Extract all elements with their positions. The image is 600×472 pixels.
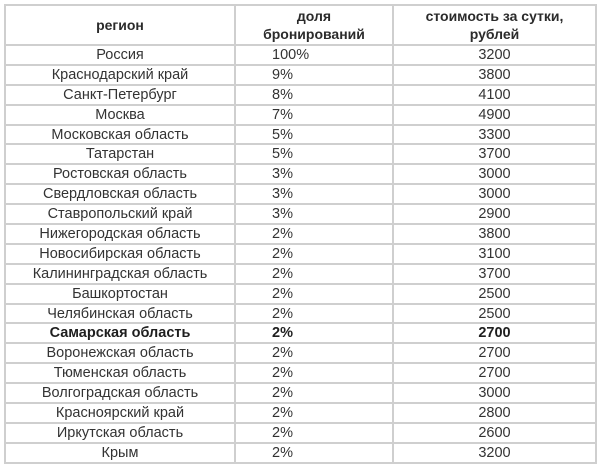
cost-cell: 3800 xyxy=(393,65,596,85)
cost-cell: 3100 xyxy=(393,244,596,264)
cost-cell: 2800 xyxy=(393,403,596,423)
region-cell: Крым xyxy=(5,443,235,463)
cost-cell: 3700 xyxy=(393,264,596,284)
share-cell: 100% xyxy=(235,45,393,65)
table-row xyxy=(5,363,596,383)
region-cell: Калининградская область xyxy=(5,264,235,284)
share-cell: 5% xyxy=(235,125,393,145)
cost-cell: 2600 xyxy=(393,423,596,443)
region-cell: Санкт-Петербург xyxy=(5,85,235,105)
header-region-label: регион xyxy=(96,17,144,33)
region-cell: Челябинская область xyxy=(5,304,235,324)
region-cell: Москва xyxy=(5,105,235,125)
table-row xyxy=(5,244,596,264)
cost-cell: 3200 xyxy=(393,45,596,65)
region-cell: Тюменская область xyxy=(5,363,235,383)
region-cell: Краснодарский край xyxy=(5,65,235,85)
share-cell: 5% xyxy=(235,144,393,164)
region-cell: Воронежская область xyxy=(5,343,235,363)
table-header-row xyxy=(5,5,596,45)
table-row xyxy=(5,443,596,463)
header-cost xyxy=(393,5,596,45)
share-cell: 9% xyxy=(235,65,393,85)
table-row xyxy=(5,383,596,403)
share-cell: 2% xyxy=(235,244,393,264)
cost-cell: 3000 xyxy=(393,383,596,403)
header-share-line2: бронирований xyxy=(263,26,365,42)
header-region xyxy=(5,5,235,45)
region-cell: Самарская область xyxy=(5,323,235,343)
region-cell: Татарстан xyxy=(5,144,235,164)
region-cell: Башкортостан xyxy=(5,284,235,304)
table-row xyxy=(5,304,596,324)
region-cell: Нижегородская область xyxy=(5,224,235,244)
cost-cell: 3300 xyxy=(393,125,596,145)
share-cell: 2% xyxy=(235,284,393,304)
region-cell: Красноярский край xyxy=(5,403,235,423)
header-cost-line2: рублей xyxy=(469,26,520,42)
cost-cell: 2700 xyxy=(393,343,596,363)
table-body xyxy=(5,45,596,463)
table-row xyxy=(5,343,596,363)
table-row xyxy=(5,144,596,164)
region-cell: Россия xyxy=(5,45,235,65)
table-row xyxy=(5,423,596,443)
booking-stats-table xyxy=(4,4,597,464)
header-share xyxy=(235,5,393,45)
share-cell: 3% xyxy=(235,164,393,184)
table-row xyxy=(5,85,596,105)
table-row xyxy=(5,403,596,423)
cost-cell: 4100 xyxy=(393,85,596,105)
cost-cell: 3700 xyxy=(393,144,596,164)
region-cell: Новосибирская область xyxy=(5,244,235,264)
region-cell: Волгоградская область xyxy=(5,383,235,403)
share-cell: 2% xyxy=(235,304,393,324)
table-row xyxy=(5,224,596,244)
region-cell: Иркутская область xyxy=(5,423,235,443)
cost-cell: 4900 xyxy=(393,105,596,125)
share-cell: 2% xyxy=(235,423,393,443)
region-cell: Свердловская область xyxy=(5,184,235,204)
share-cell: 7% xyxy=(235,105,393,125)
share-cell: 2% xyxy=(235,323,393,343)
region-cell: Московская область xyxy=(5,125,235,145)
share-cell: 2% xyxy=(235,403,393,423)
cost-cell: 2500 xyxy=(393,284,596,304)
table-row xyxy=(5,264,596,284)
table-row xyxy=(5,105,596,125)
booking-table-container xyxy=(4,4,595,464)
table-row xyxy=(5,125,596,145)
share-cell: 2% xyxy=(235,383,393,403)
share-cell: 3% xyxy=(235,204,393,224)
region-cell: Ставропольский край xyxy=(5,204,235,224)
share-cell: 2% xyxy=(235,363,393,383)
cost-cell: 3000 xyxy=(393,164,596,184)
cost-cell: 2500 xyxy=(393,304,596,324)
table-row xyxy=(5,184,596,204)
share-cell: 2% xyxy=(235,443,393,463)
share-cell: 8% xyxy=(235,85,393,105)
share-cell: 2% xyxy=(235,264,393,284)
header-share-line1: доля xyxy=(296,8,332,24)
table-row xyxy=(5,284,596,304)
table-row xyxy=(5,204,596,224)
share-cell: 3% xyxy=(235,184,393,204)
cost-cell: 3800 xyxy=(393,224,596,244)
cost-cell: 2700 xyxy=(393,323,596,343)
cost-cell: 3200 xyxy=(393,443,596,463)
table-row xyxy=(5,45,596,65)
table-row xyxy=(5,65,596,85)
region-cell: Ростовская область xyxy=(5,164,235,184)
share-cell: 2% xyxy=(235,224,393,244)
share-cell: 2% xyxy=(235,343,393,363)
cost-cell: 2700 xyxy=(393,363,596,383)
cost-cell: 2900 xyxy=(393,204,596,224)
table-row xyxy=(5,323,596,343)
table-row xyxy=(5,164,596,184)
header-cost-line1: стоимость за сутки, xyxy=(425,8,564,24)
cost-cell: 3000 xyxy=(393,184,596,204)
